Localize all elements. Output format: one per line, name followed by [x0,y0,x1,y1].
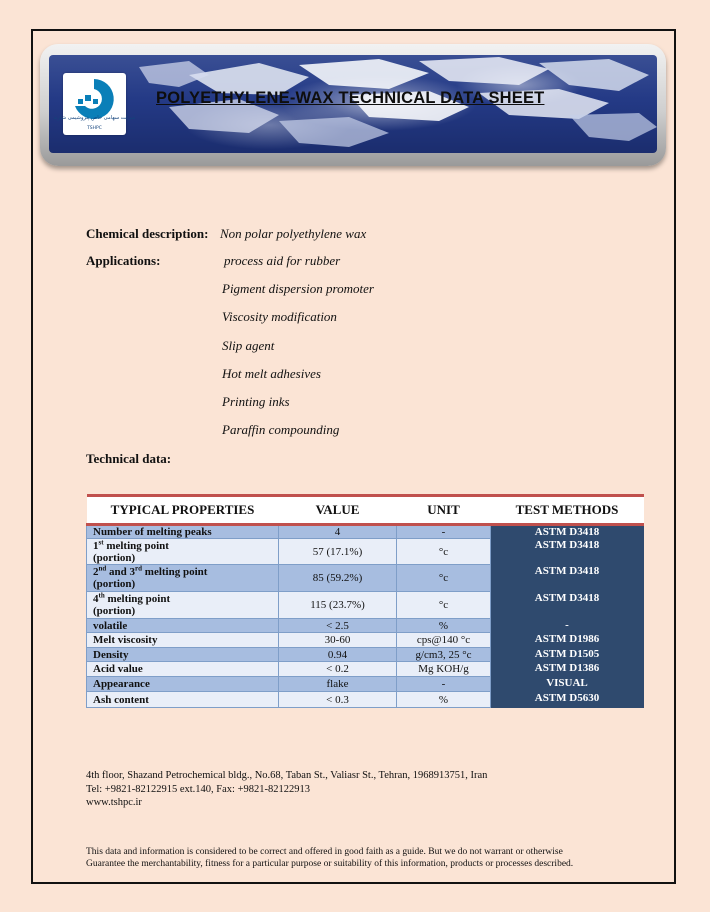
unit-cell: g/cm3, 25 °c [397,648,491,662]
value-cell: 85 (59.2%) [279,565,397,592]
unit-cell: °c [397,539,491,565]
table-row [87,565,644,592]
application-item: Slip agent [222,337,275,353]
header-test-methods: TEST METHODS [491,496,644,525]
company-address: 4th floor, Shazand Petrochemical bldg., No.68, Taban St., Valiasr St., Tehran, 1968913751, Iran [86,770,488,781]
header-properties: TYPICAL PROPERTIES [87,496,279,525]
logo-text: شرکت سهامی خاص پتروشیمی شازند [53,115,136,121]
properties-table [86,494,643,708]
table-row [87,592,644,619]
method-cell: - [491,619,644,633]
value-cell: < 2.5 [279,619,397,633]
header-value: VALUE [279,496,397,525]
property-cell: Acid value [87,662,279,677]
table-row [87,525,644,539]
property-cell: Appearance [87,677,279,692]
table-row [87,539,644,565]
company-phone: Tel: +9821-82122915 ext.140, Fax: +9821-82122913 [86,783,311,795]
method-cell: ASTM D3418 [491,539,644,565]
table-row [87,619,644,633]
property-cell: volatile [87,619,279,633]
company-logo [53,73,136,135]
application-item: Paraffin compounding [222,422,340,438]
method-cell: ASTM D5630 [491,692,644,708]
unit-cell: Mg KOH/g [397,662,491,677]
method-cell: ASTM D1386 [491,662,644,677]
value-cell: < 0.3 [279,692,397,708]
property-cell: Melt viscosity [87,633,279,648]
unit-cell: °c [397,565,491,592]
value-cell: < 0.2 [279,662,397,677]
unit-cell: cps@140 °c [397,633,491,648]
contact-block [86,769,487,810]
method-cell: ASTM D1986 [491,633,644,648]
value-cell: 0.94 [279,648,397,662]
property-cell: 4th melting point (portion) [87,592,279,619]
value-cell: 57 (17.1%) [279,539,397,565]
table-row [87,662,644,677]
unit-cell: % [397,619,491,633]
header-banner [49,55,657,153]
application-item: process aid for rubber [224,253,341,268]
property-cell: 2nd and 3rd melting point (portion) [87,565,279,592]
method-cell: ASTM D3418 [491,525,644,539]
technical-data-label: Technical data: [86,451,172,466]
unit-cell: °c [397,592,491,619]
method-cell: ASTM D3418 [491,565,644,592]
unit-cell: - [397,525,491,539]
disclaimer [86,847,646,870]
disclaimer-line: Guarantee the merchantability, fitness for a particular purpose or suitability of this information, products or processes described. [86,858,574,869]
page-title: POLYETHYLENE-WAX TECHNICAL DATA SHEET [156,89,545,107]
property-cell: Density [87,648,279,662]
method-cell: ASTM D3418 [491,592,644,619]
table-header-row [87,496,644,525]
unit-cell: % [397,692,491,708]
property-cell: Number of melting peaks [87,525,279,539]
application-item: Viscosity modification [222,309,337,325]
value-cell: flake [279,677,397,692]
chemical-description-value: Non polar polyethylene wax [220,226,367,241]
table-row [87,633,644,648]
applications-list [222,253,374,450]
header-unit: UNIT [397,496,491,525]
value-cell: 4 [279,525,397,539]
property-cell: Ash content [87,692,279,708]
table-row [87,677,644,692]
application-item: Hot melt adhesives [222,365,321,381]
applications-label: Applications: [86,253,161,268]
application-item: Printing inks [222,393,290,409]
disclaimer-line: This data and information is considered to be correct and offered in good faith as a guide. But we do not warrant or otherwise [86,847,563,857]
application-item: Pigment dispersion promoter [222,281,374,297]
table-row [87,692,644,708]
value-cell: 30-60 [279,633,397,648]
chemical-description-label: Chemical description: [86,226,209,241]
method-cell: VISUAL [491,677,644,692]
unit-cell: - [397,677,491,692]
property-cell: 1st melting point (portion) [87,539,279,565]
logo-abbrev: TSHPC [87,126,102,131]
table-row [87,648,644,662]
method-cell: ASTM D1505 [491,648,644,662]
company-website[interactable]: www.tshpc.ir [86,797,142,808]
value-cell: 115 (23.7%) [279,592,397,619]
